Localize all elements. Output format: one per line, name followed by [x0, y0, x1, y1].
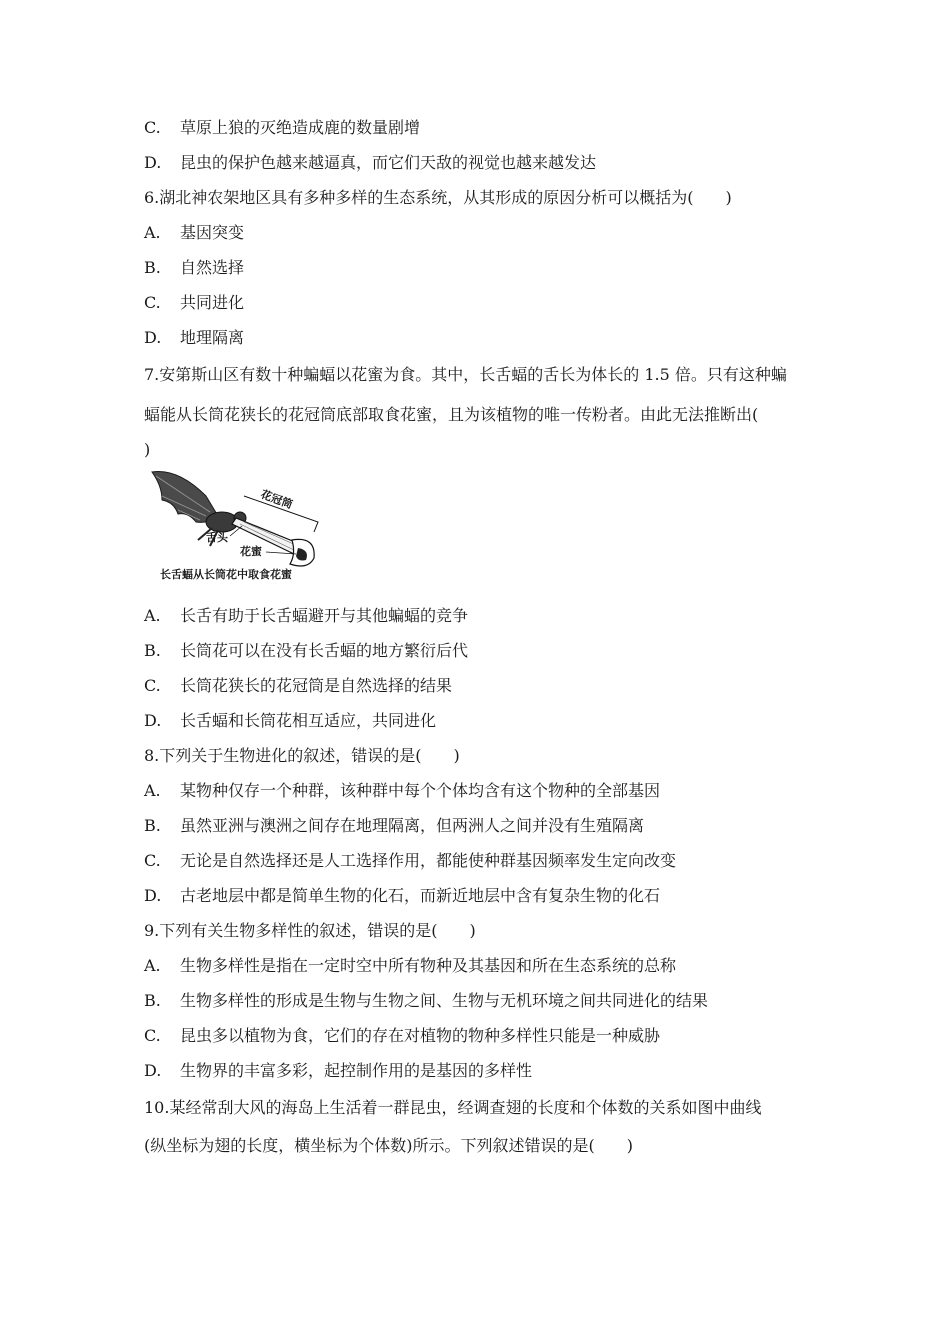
option-letter: D. — [144, 328, 162, 347]
option-text: 长筒花可以在没有长舌蝠的地方繁衍后代 — [180, 641, 469, 660]
question-10-stem: 10.某经常刮大风的海岛上生活着一群昆虫，经调查翅的长度和个体数的关系如图中曲线 — [144, 1098, 762, 1117]
option-letter: C. — [144, 851, 161, 870]
option-text: 生物多样性的形成是生物与生物之间、生物与无机环境之间共同进化的结果 — [180, 991, 709, 1010]
option-letter: B. — [144, 258, 161, 277]
option-text: 草原上狼的灭绝造成鹿的数量剧增 — [180, 118, 421, 137]
option-text: 虽然亚洲与澳洲之间存在地理隔离，但两洲人之间并没有生殖隔离 — [180, 816, 645, 835]
option-line — [144, 711, 436, 731]
option-text: 长舌蝠和长筒花相互适应，共同进化 — [180, 711, 437, 730]
option-letter: B. — [144, 991, 161, 1010]
option-text: 共同进化 — [180, 293, 245, 312]
option-letter: D. — [144, 886, 162, 905]
question-7-stem-cont: 蝠能从长筒花狭长的花冠筒底部取食花蜜，且为该植物的唯一传粉者。由此无法推断出( — [144, 405, 759, 424]
option-text: 生物多样性是指在一定时空中所有物种及其基因和所在生态系统的总称 — [180, 956, 677, 975]
option-text: 昆虫多以植物为食，它们的存在对植物的物种多样性只能是一种威胁 — [180, 1026, 661, 1045]
option-letter: D. — [144, 711, 162, 730]
option-letter: C. — [144, 1026, 161, 1045]
option-letter: D. — [144, 153, 162, 172]
option-line — [144, 606, 468, 626]
option-text: 自然选择 — [180, 258, 245, 277]
option-text: 长舌有助于长舌蝠避开与其他蝙蝠的竞争 — [180, 606, 469, 625]
option-text: 长筒花狭长的花冠筒是自然选择的结果 — [180, 676, 453, 695]
option-letter: A. — [144, 781, 161, 800]
question-6-stem: 6.湖北神农架地区具有多种多样的生态系统，从其形成的原因分析可以概括为( ) — [144, 188, 732, 207]
option-line — [144, 886, 660, 906]
option-line — [144, 956, 676, 976]
option-text: 昆虫的保护色越来越逼真，而它们天敌的视觉也越来越发达 — [180, 153, 597, 172]
label-flower-tube: 花冠筒 — [258, 487, 295, 512]
option-line — [144, 223, 244, 243]
option-letter: B. — [144, 641, 161, 660]
question-10-stem-cont: (纵坐标为翅的长度，横坐标为个体数)所示。下列叙述错误的是( ) — [144, 1136, 633, 1155]
option-letter: C. — [144, 118, 161, 137]
option-line — [144, 328, 244, 348]
option-letter: A. — [144, 606, 161, 625]
option-line — [144, 1026, 660, 1046]
option-letter: B. — [144, 816, 161, 835]
option-letter: D. — [144, 1061, 162, 1080]
option-line — [144, 676, 452, 696]
option-text: 生物界的丰富多彩，起控制作用的是基因的多样性 — [180, 1061, 533, 1080]
option-line — [144, 258, 244, 278]
option-line — [144, 851, 676, 871]
question-8-stem: 8.下列关于生物进化的叙述，错误的是( ) — [144, 746, 460, 765]
question-9-stem: 9.下列有关生物多样性的叙述，错误的是( ) — [144, 921, 476, 940]
option-line — [144, 781, 660, 801]
option-letter: A. — [144, 956, 161, 975]
option-line — [144, 118, 420, 138]
option-text: 无论是自然选择还是人工选择作用，都能使种群基因频率发生定向改变 — [180, 851, 677, 870]
option-letter: C. — [144, 676, 161, 695]
question-7-stem: 7.安第斯山区有数十种蝙蝠以花蜜为食。其中，长舌蝠的舌长为体长的 1.5 倍。只有这种蝙 — [144, 365, 787, 384]
bat-wing — [152, 472, 218, 523]
option-letter: C. — [144, 293, 161, 312]
label-tongue: 舌头 — [206, 531, 228, 544]
label-nectar: 花蜜 — [240, 545, 262, 558]
option-letter: A. — [144, 223, 161, 242]
option-text: 地理隔离 — [180, 328, 245, 347]
option-line — [144, 641, 468, 661]
option-text: 基因突变 — [180, 223, 245, 242]
option-line — [144, 1061, 532, 1081]
question-7-bracket: ) — [144, 440, 151, 459]
option-line — [144, 991, 708, 1011]
figure-caption: 长舌蝠从长筒花中取食花蜜 — [160, 568, 292, 581]
option-text: 古老地层中都是简单生物的化石，而新近地层中含有复杂生物的化石 — [180, 886, 661, 905]
option-line — [144, 153, 596, 173]
option-line — [144, 816, 644, 836]
option-text: 某物种仅存一个种群，该种群中每个个体均含有这个物种的全部基因 — [180, 781, 661, 800]
bat-flower-figure — [148, 466, 338, 584]
option-line — [144, 293, 244, 313]
